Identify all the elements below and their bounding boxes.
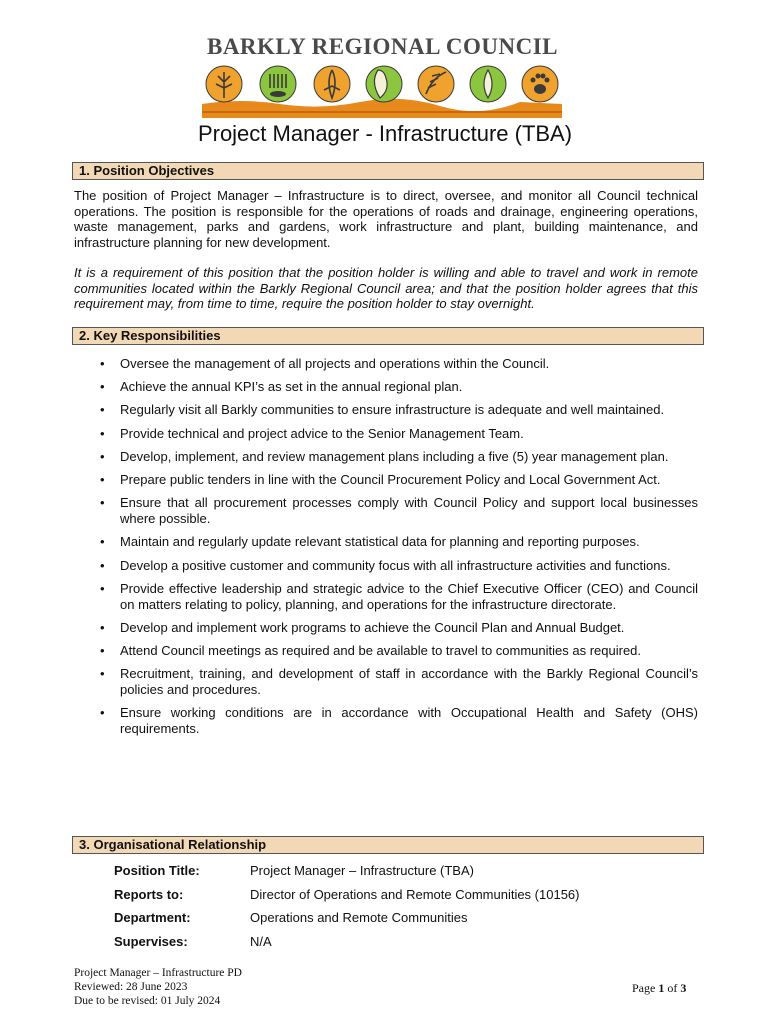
logo-circle-7-icon: [522, 66, 558, 102]
relationship-value: Project Manager – Infrastructure (TBA): [250, 863, 474, 878]
footer-reviewed-date: Reviewed: 28 June 2023: [74, 981, 188, 993]
list-item: • Develop a positive customer and community focus with all infrastructure activities and functions.: [98, 558, 698, 574]
responsibilities-list: [98, 356, 698, 745]
relationship-value: Director of Operations and Remote Communities (10156): [250, 886, 580, 902]
logo-circle-2-icon: [260, 66, 296, 102]
section-heading-relationship: 3. Organisational Relationship: [72, 836, 704, 854]
page-total: 3: [680, 981, 687, 995]
relationship-key: Reports to:: [114, 886, 184, 902]
page-of-label: of: [667, 981, 678, 995]
list-item: • Prepare public tenders in line with the Council Procurement Policy and Local Government Act.: [98, 472, 698, 488]
table-row: [114, 910, 579, 934]
list-item: • Regularly visit all Barkly communities to ensure infrastructure is adequate and well maintained.: [98, 402, 698, 418]
relationship-table: [114, 863, 579, 957]
page-label: Page: [632, 981, 656, 995]
logo-circle-1-icon: [206, 66, 242, 102]
logo-circle-6-icon: [470, 66, 506, 102]
footer-revision-date: Due to be revised: 01 July 2024: [74, 995, 221, 1007]
document-title: Project Manager - Infrastructure (TBA): [197, 121, 573, 146]
list-item: • Oversee the management of all projects and operations within the Council.: [98, 356, 698, 372]
footer-doc-name: Project Manager – Infrastructure PD: [74, 967, 242, 979]
list-item: • Maintain and regularly update relevant statistical data for planning and reporting purposes.: [98, 534, 698, 550]
objectives-paragraph: The position of Project Manager – Infrastructure is to direct, oversee, and monitor all Council technical operations. The position is responsible for the operations of roads and drainage, engineering operations, waste management, parks and gardens, work infrastructure and plant, building maintenance, and infrastructure planning for new development.: [74, 188, 698, 250]
table-row: [114, 887, 579, 911]
logo-circle-4-icon: [366, 66, 402, 102]
relationship-key: Position Title:: [114, 863, 200, 878]
relationship-key: Department:: [114, 910, 191, 925]
logo-emblem-icons: [200, 60, 565, 122]
relationship-key: Supervises:: [114, 933, 188, 949]
list-item: • Develop, implement, and review management plans including a five (5) year management plan.: [98, 449, 698, 465]
table-row: [114, 863, 579, 887]
section-heading-objectives: 1. Position Objectives: [72, 162, 704, 180]
logo-circle-5-icon: [418, 66, 454, 102]
section-heading-responsibilities: 2. Key Responsibilities: [72, 327, 704, 345]
list-item: • Recruitment, training, and development of staff in accordance with the Barkly Regional Council’s policies and procedures.: [98, 666, 698, 698]
list-item: • Attend Council meetings as required and be available to travel to communities as required.: [98, 643, 698, 659]
council-name: BARKLY REGIONAL COUNCIL: [206, 34, 559, 59]
logo-circle-3-icon: [314, 66, 350, 102]
travel-requirement-note: It is a requirement of this position that the position holder is willing and able to travel and work in remote communities located within the Barkly Regional Council area; and that the position holder agrees that this requirement may, from time to time, require the position holder to stay overnight.: [74, 265, 698, 311]
table-row: [114, 934, 579, 958]
page-current: 1: [658, 981, 665, 995]
relationship-value: N/A: [250, 933, 272, 949]
list-item: • Develop and implement work programs to achieve the Council Plan and Annual Budget.: [98, 620, 698, 636]
document-footer: [74, 966, 242, 1008]
relationship-value: Operations and Remote Communities: [250, 910, 468, 925]
list-item: • Provide technical and project advice to the Senior Management Team.: [98, 426, 698, 442]
list-item: • Ensure working conditions are in accordance with Occupational Health and Safety (OHS) requirements.: [98, 705, 698, 737]
list-item: • Provide effective leadership and strategic advice to the Chief Executive Officer (CEO) and Council on matters relating to policy, planning, and operations for the infrastructure directorate.: [98, 581, 698, 613]
list-item: • Ensure that all procurement processes comply with Council Policy and support local businesses where possible.: [98, 495, 698, 527]
list-item: • Achieve the annual KPI’s as set in the annual regional plan.: [98, 379, 698, 395]
page-number: [632, 981, 686, 996]
council-logo: [200, 34, 565, 122]
